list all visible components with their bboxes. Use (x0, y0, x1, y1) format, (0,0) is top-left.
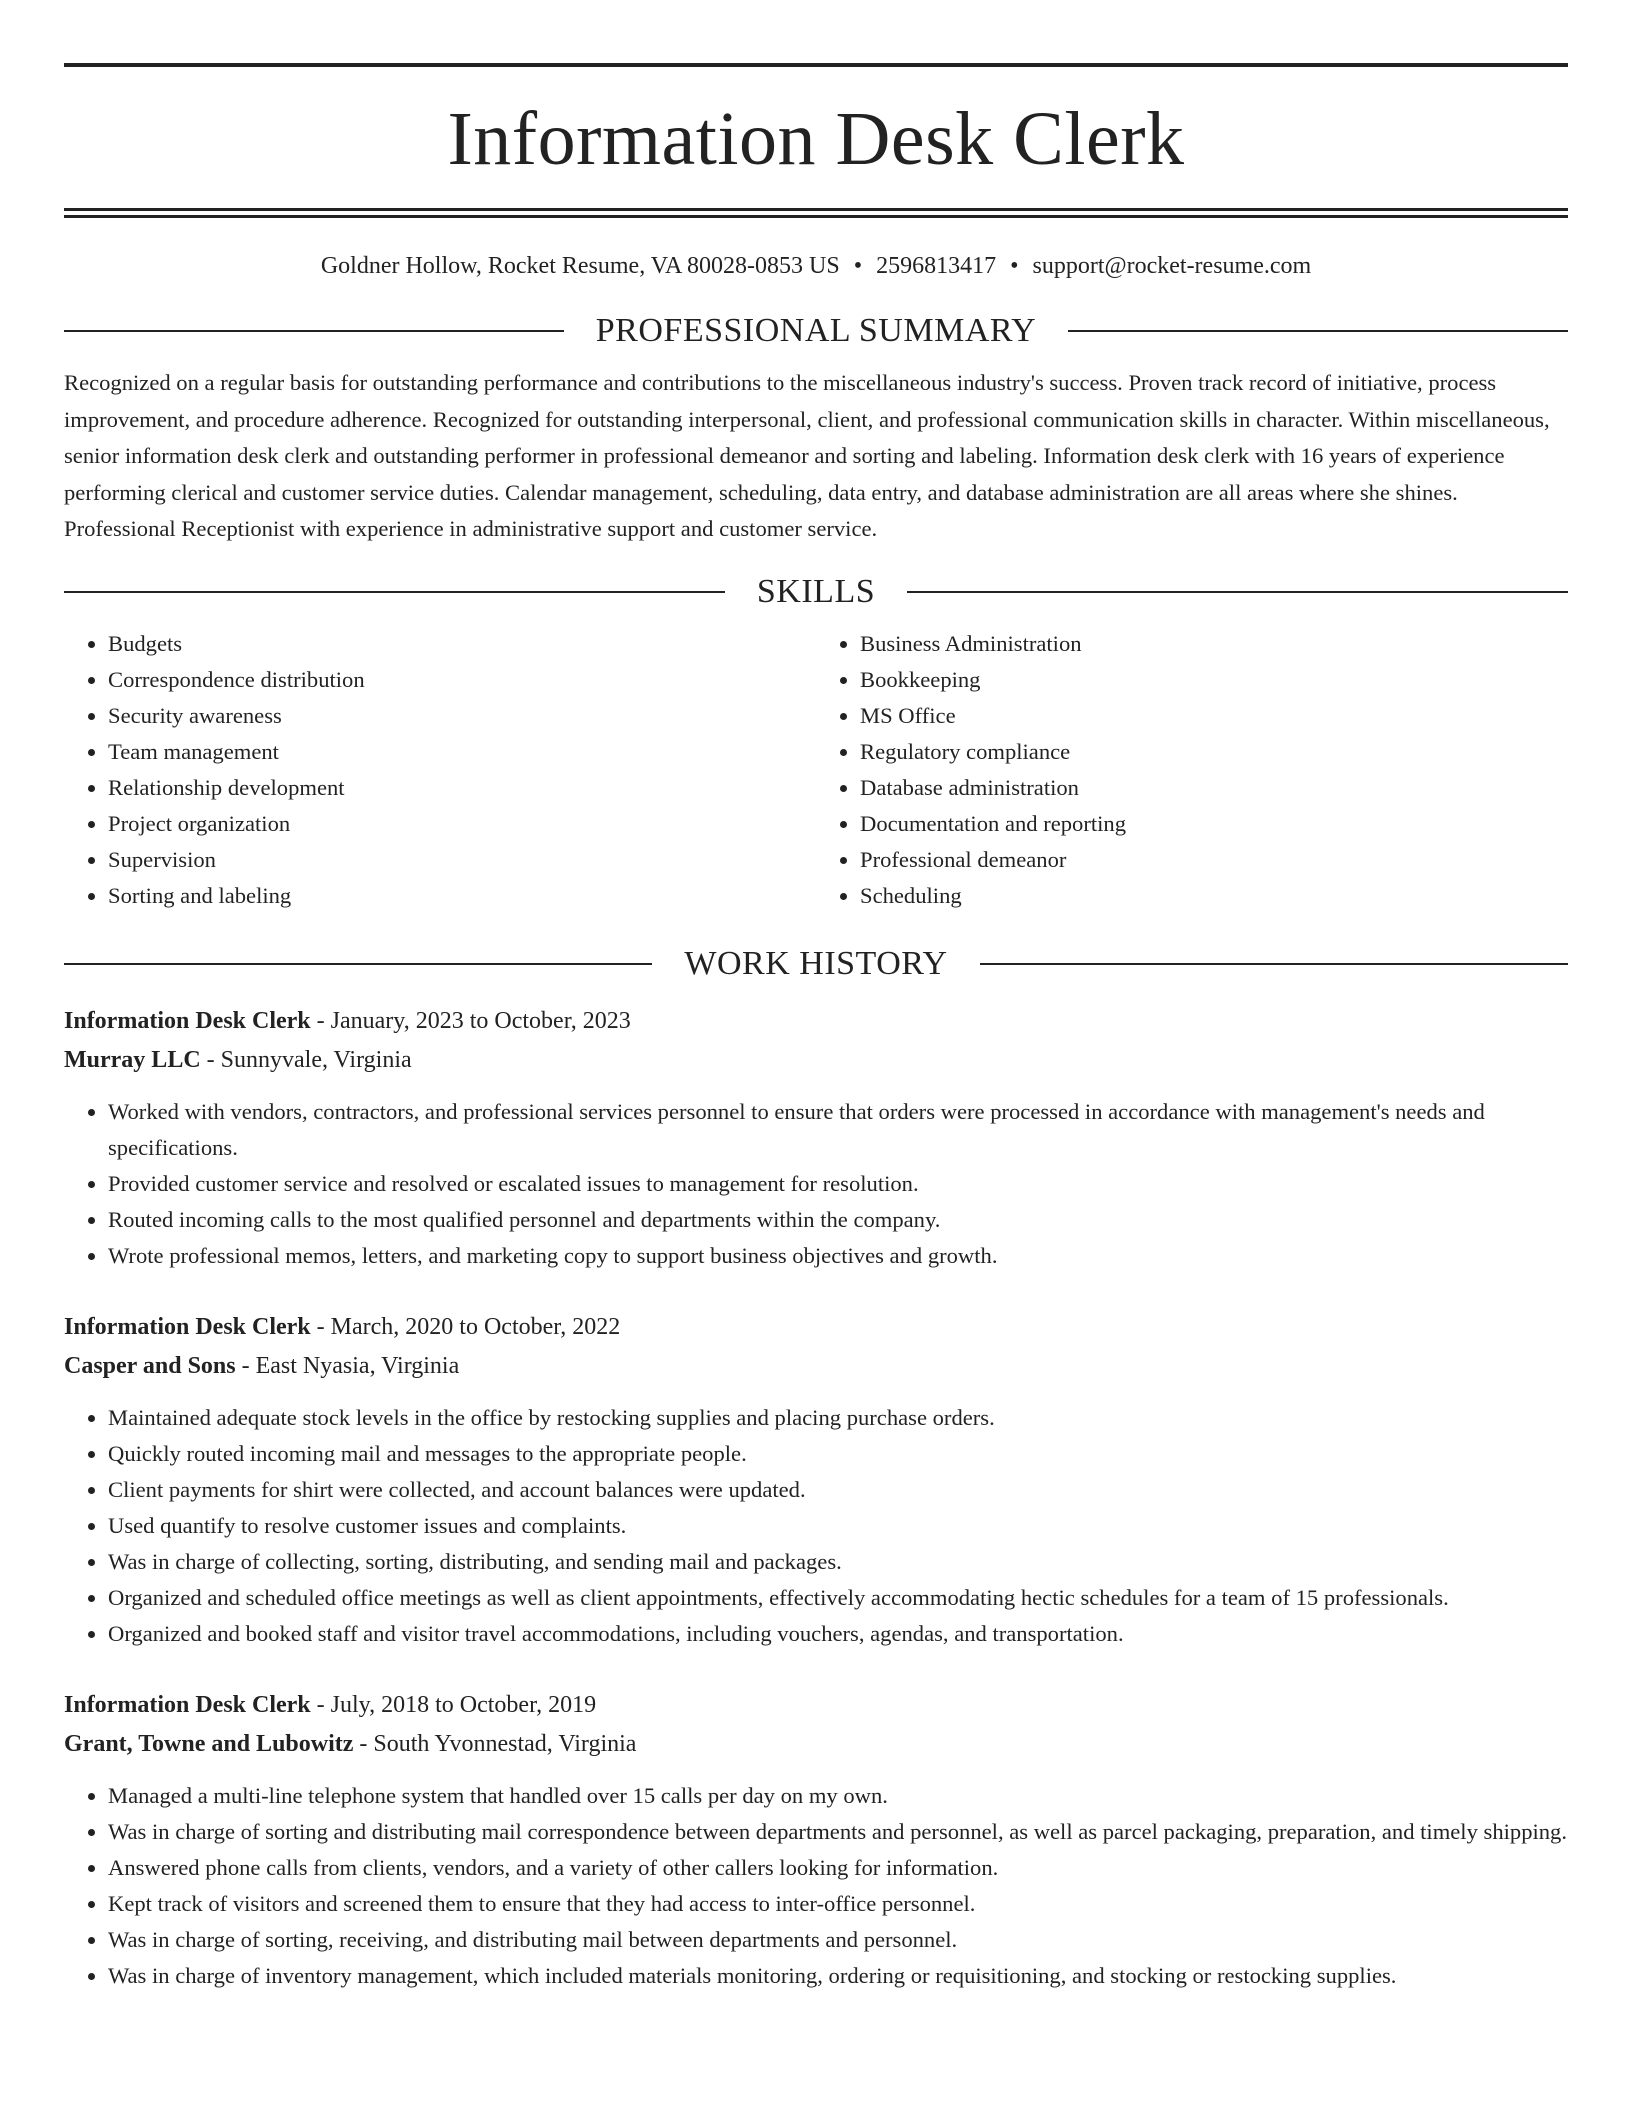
contact-phone: 2596813417 (876, 253, 997, 279)
work-history-section-heading (64, 944, 1568, 984)
heading-rule-right (1068, 330, 1568, 332)
contact-separator: • (853, 253, 863, 279)
resume-name: Information Desk Clerk (447, 97, 1185, 181)
skill-item: • Database administration (860, 770, 1568, 806)
job-dates: - July, 2018 to October, 2019 (310, 1691, 597, 1718)
job-title-line (64, 1002, 1568, 1041)
job-dates: - March, 2020 to October, 2022 (310, 1313, 621, 1340)
job-bullet-list (64, 1094, 1568, 1274)
job-bullet: • Was in charge of sorting, receiving, and distributing mail between departments and personnel. (108, 1922, 1568, 1958)
job-bullet: • Was in charge of sorting and distributing mail correspondence between departments and personnel, as well as parcel packaging, preparation, and timely shipping. (108, 1814, 1568, 1850)
job-bullet: • Client payments for shirt were collected, and account balances were updated. (108, 1472, 1568, 1508)
job-bullet: • Used quantify to resolve customer issues and complaints. (108, 1508, 1568, 1544)
skill-item: • Correspondence distribution (108, 662, 816, 698)
job-company: Casper and Sons (64, 1352, 236, 1379)
job-bullet-list (64, 1400, 1568, 1652)
skill-item: • Bookkeeping (860, 662, 1568, 698)
job-bullet: • Maintained adequate stock levels in the office by restocking supplies and placing purchase orders. (108, 1400, 1568, 1436)
skill-item: • Budgets (108, 626, 816, 662)
job-company-line (64, 1347, 1568, 1386)
job-company-line (64, 1725, 1568, 1764)
skill-item: • Team management (108, 734, 816, 770)
job-title: Information Desk Clerk (64, 1691, 311, 1718)
top-rule (64, 63, 1568, 67)
job-title: Information Desk Clerk (64, 1007, 311, 1034)
skills-list-left (64, 626, 816, 914)
contact-address: Goldner Hollow, Rocket Resume, VA 80028-0853 US (320, 253, 840, 279)
job-bullet: • Was in charge of collecting, sorting, distributing, and sending mail and packages. (108, 1544, 1568, 1580)
skill-item: • MS Office (860, 698, 1568, 734)
job-dates: - January, 2023 to October, 2023 (310, 1007, 631, 1034)
job-bullet: • Managed a multi-line telephone system that handled over 15 calls per day on my own. (108, 1778, 1568, 1814)
job-entry (64, 1308, 1568, 1652)
skill-item: • Relationship development (108, 770, 816, 806)
job-title-line (64, 1686, 1568, 1725)
job-title: Information Desk Clerk (64, 1313, 311, 1340)
job-company: Murray LLC (64, 1046, 201, 1073)
job-company-line (64, 1041, 1568, 1080)
job-bullet: • Wrote professional memos, letters, and marketing copy to support business objectives and growth. (108, 1238, 1568, 1274)
summary-heading-text: PROFESSIONAL SUMMARY (595, 312, 1037, 349)
job-bullet: • Provided customer service and resolved or escalated issues to management for resolution. (108, 1166, 1568, 1202)
skills-section-heading (64, 572, 1568, 612)
contact-email: support@rocket-resume.com (1032, 253, 1312, 279)
job-entry (64, 1002, 1568, 1274)
heading-rule-left (64, 330, 564, 332)
skills-list-right (816, 626, 1568, 914)
job-bullet: • Was in charge of inventory management, which included materials monitoring, ordering or requisitioning, and stocking or restocking supplies. (108, 1958, 1568, 1994)
heading-rule-left (64, 963, 652, 965)
skill-item: • Professional demeanor (860, 842, 1568, 878)
skill-item: • Documentation and reporting (860, 806, 1568, 842)
skill-item: • Security awareness (108, 698, 816, 734)
job-bullet: • Answered phone calls from clients, vendors, and a variety of other callers looking for information. (108, 1850, 1568, 1886)
job-entry (64, 1686, 1568, 1994)
job-company: Grant, Towne and Lubowitz (64, 1730, 354, 1757)
work-history-list (64, 1002, 1568, 1994)
skill-item: • Scheduling (860, 878, 1568, 914)
heading-rule-right (980, 963, 1568, 965)
heading-rule-left (64, 591, 725, 593)
skills-columns (64, 626, 1568, 914)
job-bullet: • Kept track of visitors and screened them to ensure that they had access to inter-office personnel. (108, 1886, 1568, 1922)
job-location: - South Yvonnestad, Virginia (353, 1730, 637, 1757)
job-title-line (64, 1308, 1568, 1347)
job-bullet-list (64, 1778, 1568, 1994)
header-double-rule (64, 208, 1568, 218)
skill-item: • Business Administration (860, 626, 1568, 662)
job-bullet: • Organized and scheduled office meetings as well as client appointments, effectively accommodating hectic schedules for a team of 15 professionals. (108, 1580, 1568, 1616)
skill-item: • Supervision (108, 842, 816, 878)
heading-rule-right (907, 591, 1568, 593)
job-bullet: • Routed incoming calls to the most qualified personnel and departments within the company. (108, 1202, 1568, 1238)
summary-section-heading (64, 311, 1568, 351)
summary-text: Recognized on a regular basis for outstanding performance and contributions to the miscellaneous industry's success. Proven track record of initiative, process improvement, and procedure adherence. Recognized for outstanding interpersonal, client, and professional communication skills in character. Within miscellaneous, senior information desk clerk and outstanding performer in professional demeanor and sorting and labeling. Information desk clerk with 16 years of experience performing clerical and customer service duties. Calendar management, scheduling, data entry, and database administration are all areas where she shines. Professional Receptionist with experience in administrative support and customer service. (64, 370, 1550, 541)
skill-item: • Project organization (108, 806, 816, 842)
skill-item: • Sorting and labeling (108, 878, 816, 914)
contact-line (64, 251, 1568, 281)
contact-separator: • (1010, 253, 1019, 279)
job-bullet: • Worked with vendors, contractors, and professional services personnel to ensure that orders were processed in accordance with management's needs and specifications. (108, 1094, 1568, 1166)
skills-heading-text: SKILLS (756, 572, 876, 610)
skill-item: • Regulatory compliance (860, 734, 1568, 770)
job-location: - Sunnyvale, Virginia (200, 1046, 412, 1073)
job-bullet: • Quickly routed incoming mail and messages to the appropriate people. (108, 1436, 1568, 1472)
work-history-heading-text: WORK HISTORY (684, 944, 948, 982)
job-bullet: • Organized and booked staff and visitor travel accommodations, including vouchers, agendas, and transportation. (108, 1616, 1568, 1652)
job-location: - East Nyasia, Virginia (235, 1352, 460, 1379)
